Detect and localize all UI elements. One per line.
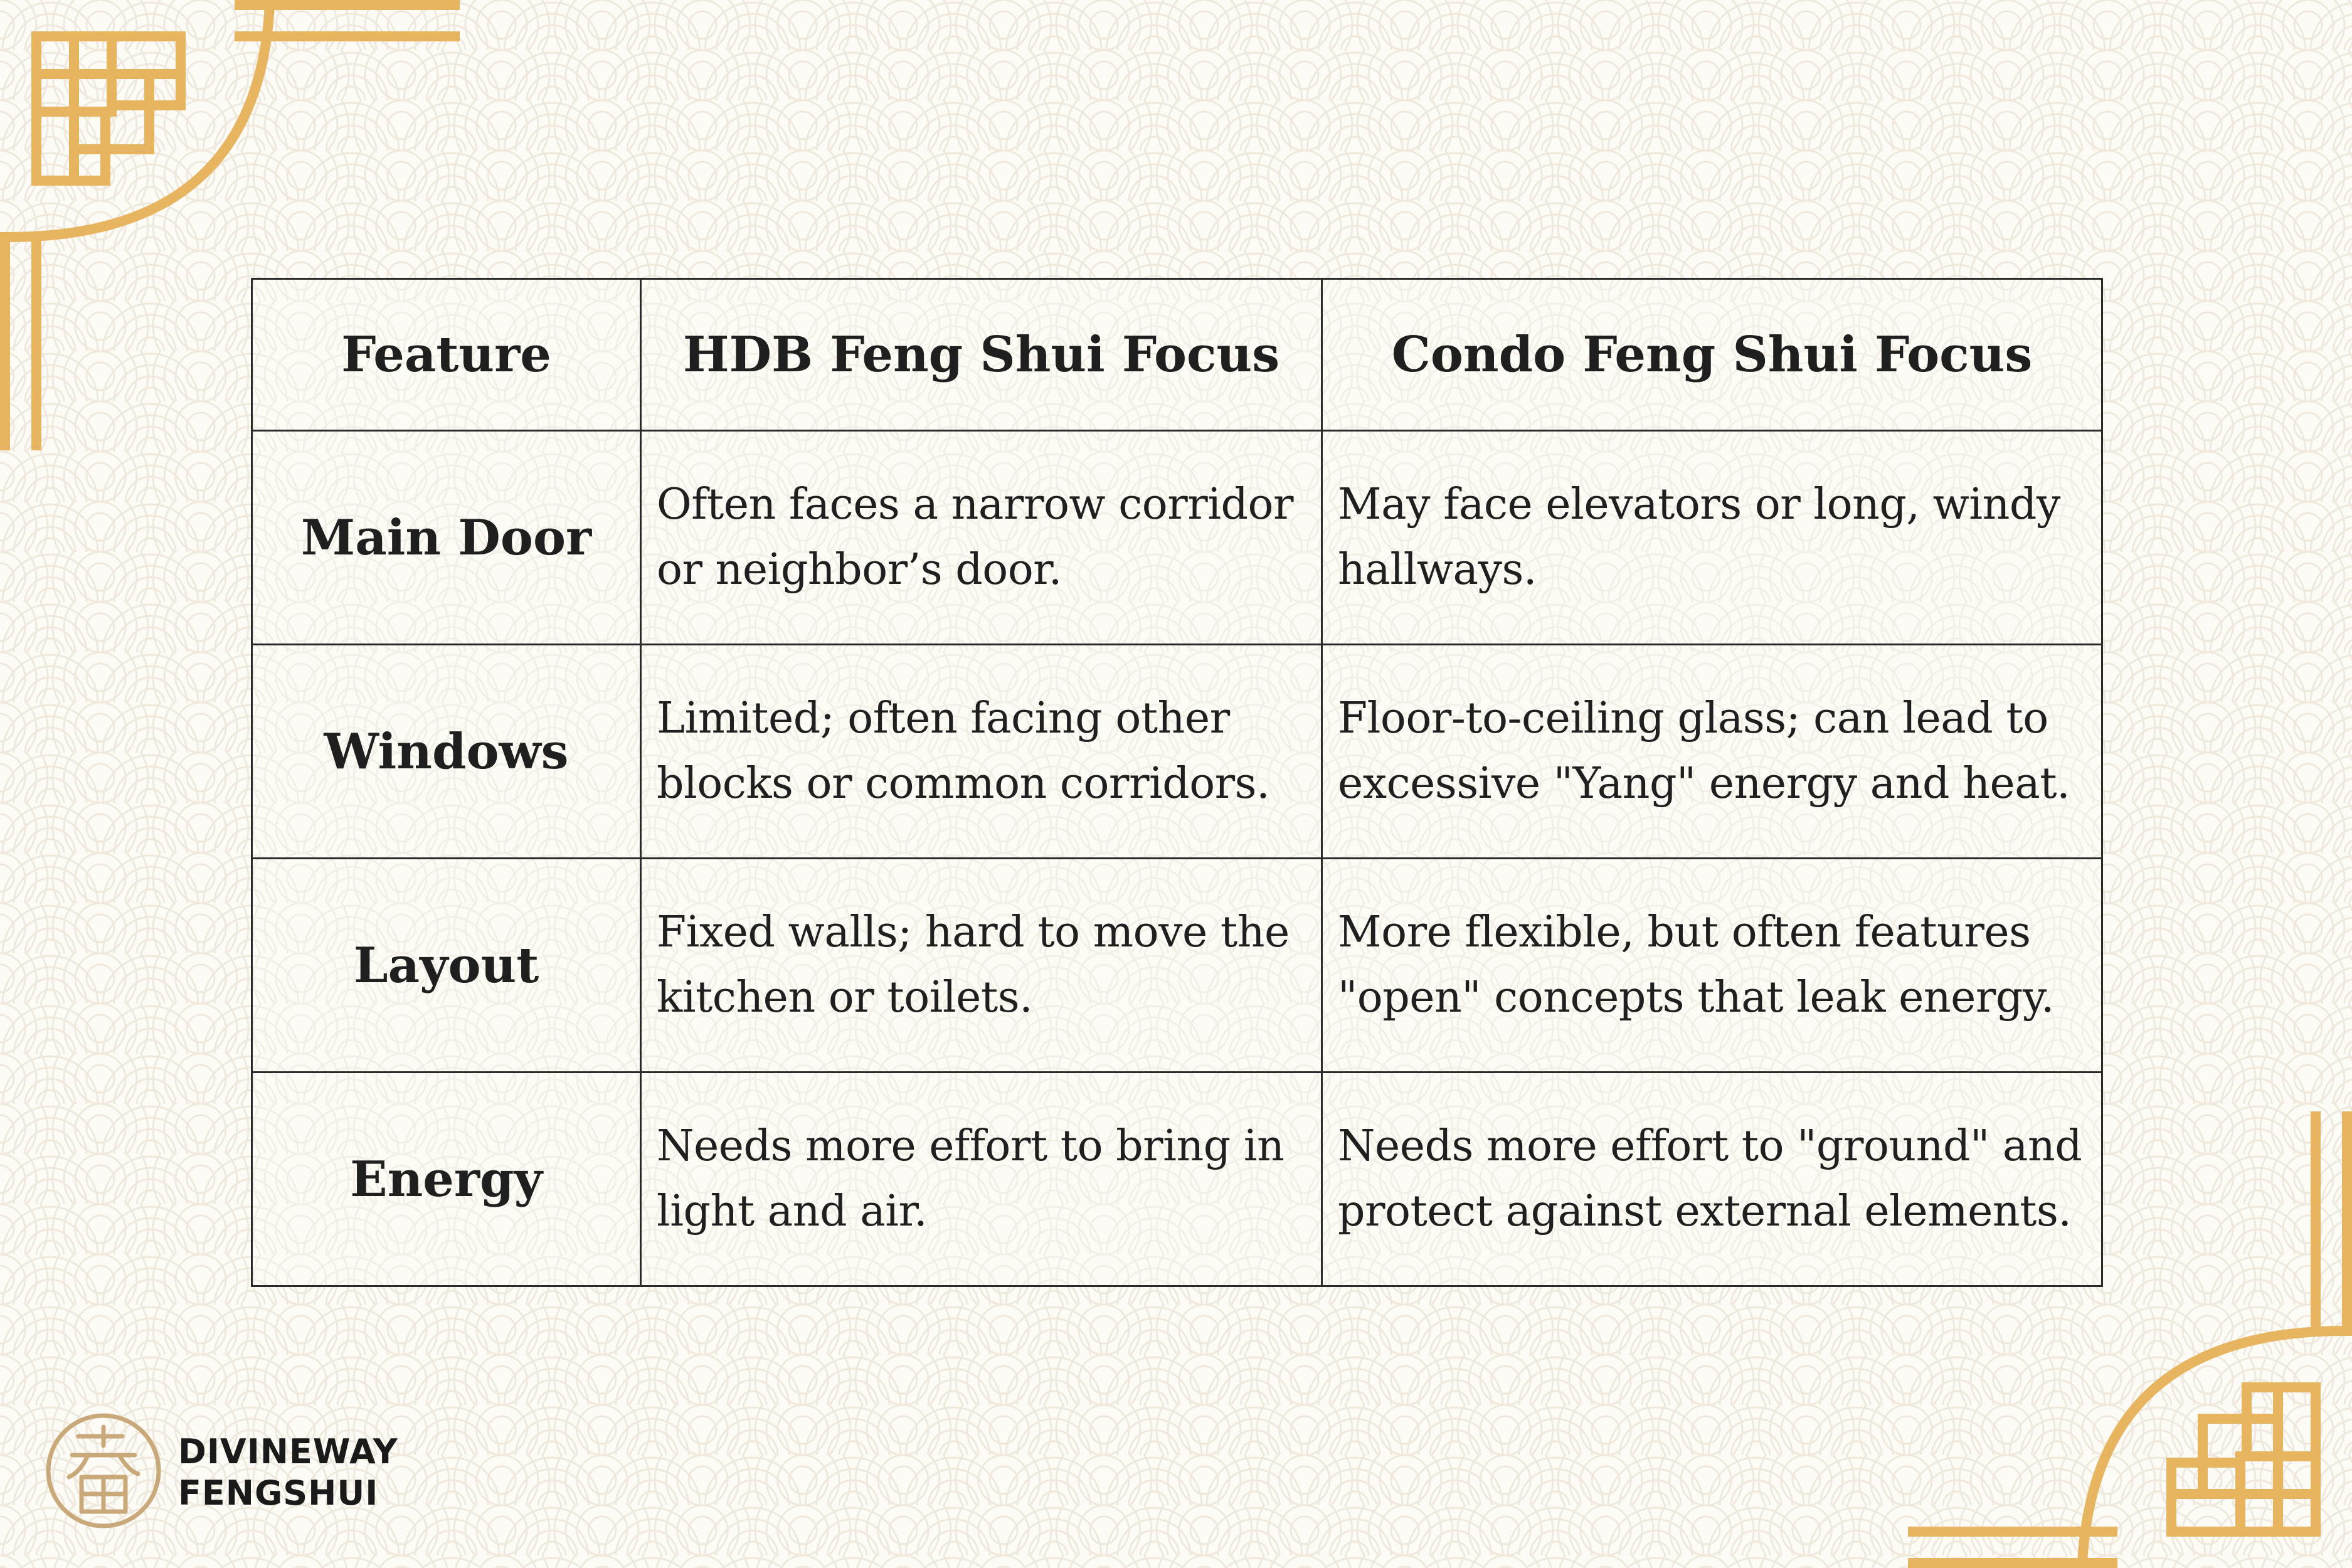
row-hdb-text: Fixed walls; hard to move the kitchen or toilets. (641, 859, 1322, 1073)
header-feature: Feature (252, 279, 641, 431)
row-condo-text: May face elevators or long, windy hallways. (1322, 431, 2102, 645)
brand-name (178, 1431, 398, 1514)
table-row (252, 645, 2102, 859)
row-condo-text: More flexible, but often features "open" concepts that leak energy. (1322, 859, 2102, 1073)
divineway-seal-logo (44, 1411, 163, 1530)
row-hdb-text: Often faces a narrow corridor or neighbor’s door. (641, 431, 1322, 645)
row-hdb-text: Limited; often facing other blocks or common corridors. (641, 645, 1322, 859)
row-feature-label: Windows (252, 645, 641, 859)
row-hdb-text: Needs more effort to bring in light and air. (641, 1073, 1322, 1286)
header-hdb: HDB Feng Shui Focus (641, 279, 1322, 431)
comparison-table-container (251, 278, 2101, 1287)
brand-line-1: DIVINEWAY (178, 1432, 398, 1471)
row-feature-label: Main Door (252, 431, 641, 645)
row-feature-label: Layout (252, 859, 641, 1073)
table-header-row (252, 279, 2102, 431)
table-row (252, 431, 2102, 645)
header-condo: Condo Feng Shui Focus (1322, 279, 2102, 431)
row-condo-text: Needs more effort to "ground" and protect against external elements. (1322, 1073, 2102, 1286)
brand-logo-block (44, 1411, 445, 1537)
brand-line-2: FENGSHUI (178, 1473, 379, 1513)
table-row (252, 1073, 2102, 1286)
row-feature-label: Energy (252, 1073, 641, 1286)
comparison-table (251, 278, 2103, 1287)
row-condo-text: Floor-to-ceiling glass; can lead to excessive "Yang" energy and heat. (1322, 645, 2102, 859)
table-row (252, 859, 2102, 1073)
